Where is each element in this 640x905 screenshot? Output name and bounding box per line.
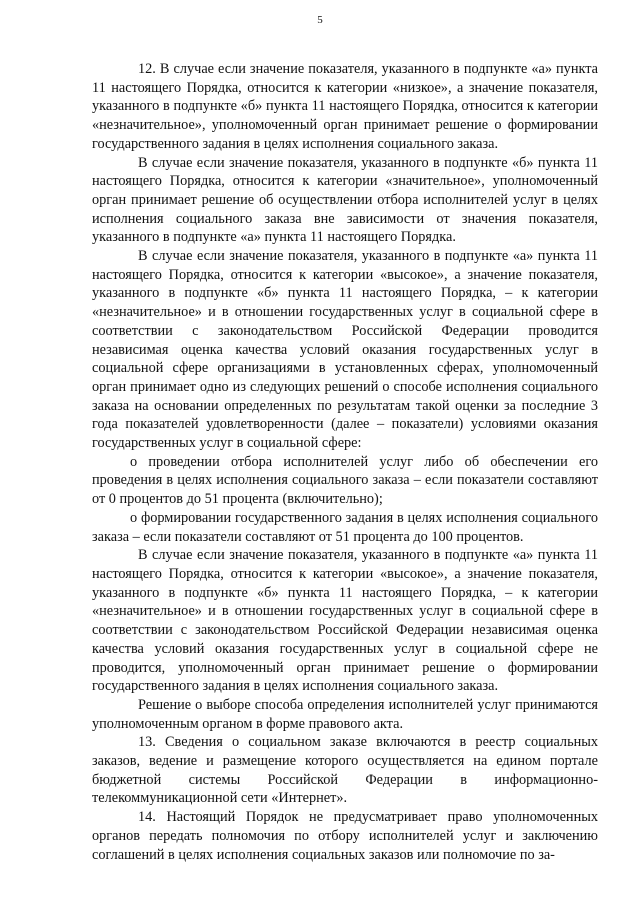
paragraph-high-indicator-without-assessment: В случае если значение показателя, указанного в подпункте «а» пункта 11 настоящего Порядка, относится к категории «высокое», а значение показателя, указанного в подпункте «б» пункта 11 настоящего Порядка, – к категории «незначительное» и в отношении государственных услуг в социальной сфере в соответствии с законодательством Российской Федерации независимая оценка качества условий оказания государственных услуг в социальной сфере не проводится, уполномоченный орган принимает решение о формировании государственного задания в целях исполнения социального заказа. [92,547,598,695]
paragraph-12: 12. В случае если значение показателя, указанного в подпункте «а» пункта 11 настоящего Порядка, относится к категории «низкое», а значение показателя, указанного в подпункте «б» пункта 11 настоящего Порядка, относится к категории «незначительное», уполномоченный орган принимает решение о формировании государственного задания в целях исполнения социального заказа. [92,61,598,152]
list-item-state-assignment-decision: о формировании государственного задания в целях исполнения социального заказа – если показатели составляют от 51 процента до 100 процентов. [92,509,598,545]
document-body [92,60,598,864]
paragraph-legal-act: Решение о выборе способа определения исполнителей услуг принимаются уполномоченным органом в форме правового акта. [92,696,598,732]
page-number: 5 [317,14,323,26]
paragraph-13: 13. Сведения о социальном заказе включаются в реестр социальных заказов, ведение и размещение которого осуществляется на едином портале бюджетной системы Российской Федерации в информационно-телекоммуникационной сети «Интернет». [92,734,598,807]
paragraph-significant-indicator: В случае если значение показателя, указанного в подпункте «б» пункта 11 настоящего Порядка, относится к категории «значительное», уполномоченный орган принимает решение об осуществлении отбора исполнителей услуг в целях исполнения социального заказа вне зависимости от значения показателя, указанного в подпункте «а» пункта 11 настоящего Порядка. [92,154,598,246]
paragraph-high-indicator-with-assessment: В случае если значение показателя, указанного в подпункте «а» пункта 11 настоящего Порядка, относится к категории «высокое», а значение показателя, указанного в подпункте «б» пункта 11 настоящего Порядка, – к категории «незначительное» и в отношении государственных услуг в социальной сфере в соответствии с законодательством Российской Федерации проводится независимая оценка качества условий оказания государственных услуг в социальной сфере организациями в установленных сферах, уполномоченный орган принимает одно из следующих решений о способе исполнения социального заказа на основании определенных по результатам такой оценки за последние 3 года показателей удовлетворенности (далее – показатели) условиями оказания государственных услуг в социальной сфере: [92,248,598,452]
list-item-selection-decision: о проведении отбора исполнителей услуг либо об обеспечении его проведения в целях исполнения социального заказа – если показатели составляют от 0 процентов до 51 процента (включительно); [92,453,598,508]
paragraph-14: 14. Настоящий Порядок не предусматривает право уполномоченных органов передать полномочия по отбору исполнителей услуг и заключению соглашений в целях исполнения социальных заказов или полномочие по за- [92,809,598,863]
